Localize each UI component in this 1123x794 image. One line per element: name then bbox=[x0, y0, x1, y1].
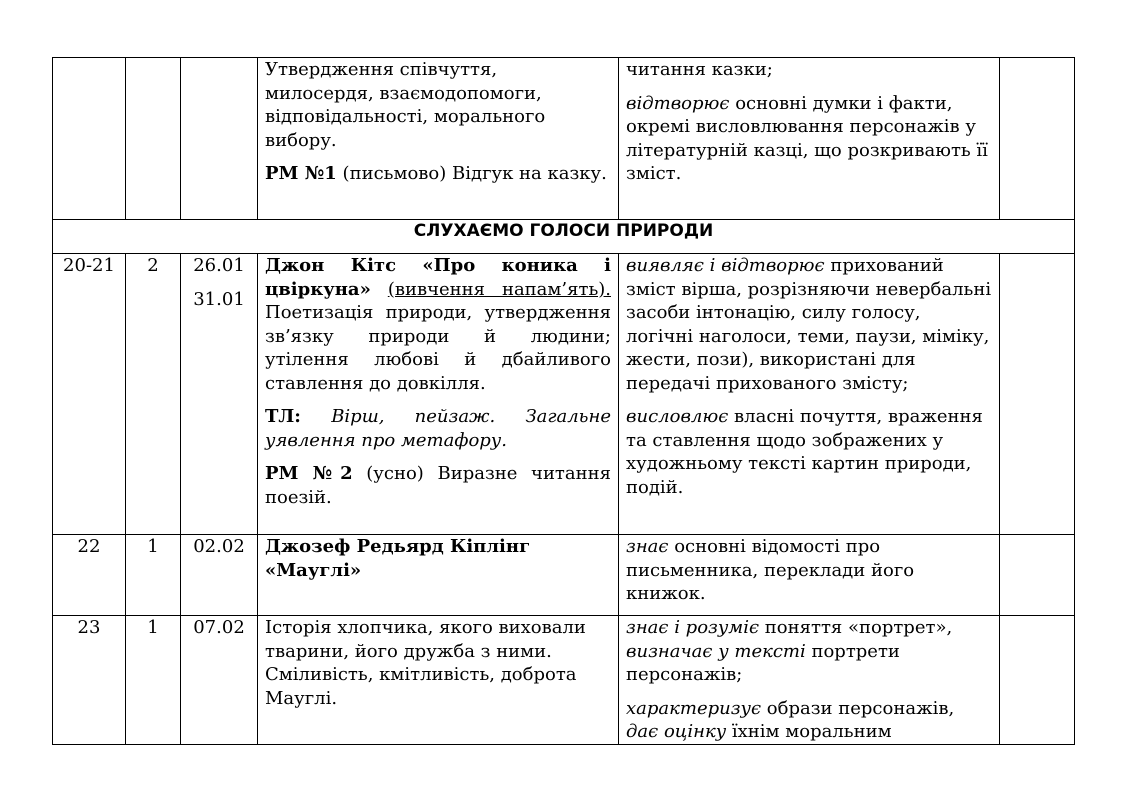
result-paragraph: відтворює основні думки і факти, окремі висловлювання персонажів у літературній казці, що розкривають її зміст. bbox=[626, 92, 988, 184]
notes-cell bbox=[1000, 58, 1075, 220]
notes-cell bbox=[1000, 616, 1075, 745]
hours-cell: 1 bbox=[126, 616, 181, 745]
hours-cell: 1 bbox=[126, 535, 181, 616]
content-paragraph: Історія хлопчика, якого виховали тварини, його дружба з ними. Сміливість, кмітливість, доброта Мауглі. bbox=[265, 617, 586, 709]
content-paragraph bbox=[265, 535, 611, 582]
result-paragraph: виявляє і відтворює прихований зміст вірша, розрізняючи невербальні засоби інтонацію, силу голосу, логічні наголоси, теми, паузи, міміку, жести, пози), використані для передачі прихованого змісту; bbox=[626, 255, 992, 394]
result-paragraph: висловлює власні почуття, враження та ставлення щодо зображених у художньому тексті картин природи, подій. bbox=[626, 406, 983, 498]
table-row bbox=[53, 58, 1075, 220]
content-paragraph: РМ №1 (письмово) Відгук на казку. bbox=[265, 163, 607, 184]
lesson-number-cell: 20-21 bbox=[53, 254, 126, 535]
lesson-number-cell bbox=[53, 58, 126, 220]
section-header-row bbox=[53, 220, 1075, 254]
result-paragraph: читання казки; bbox=[626, 59, 773, 80]
date-cell bbox=[181, 58, 258, 220]
work-title: Джозеф Редьярд Кіплінг «Мауглі» bbox=[265, 536, 531, 581]
results-cell bbox=[619, 58, 1000, 220]
table-row bbox=[53, 535, 1075, 616]
results-cell bbox=[619, 616, 1000, 745]
section-title: СЛУХАЄМО ГОЛОСИ ПРИРОДИ bbox=[53, 220, 1075, 254]
content-paragraph: ТЛ: Вірш, пейзаж. Загальне уявлення про метафору. bbox=[265, 406, 611, 451]
notes-cell bbox=[1000, 535, 1075, 616]
content-paragraph: РМ №2 (усно) Виразне читання поезій. bbox=[265, 463, 611, 508]
date-cell bbox=[181, 254, 258, 535]
date-value: 07.02 bbox=[193, 617, 245, 638]
literary-theory-label: ТЛ: bbox=[265, 406, 301, 427]
content-cell bbox=[258, 535, 619, 616]
date-cell bbox=[181, 535, 258, 616]
result-paragraph: характеризує образи персонажів, дає оцінку їхнім моральним bbox=[626, 697, 955, 742]
result-paragraph: знає і розуміє поняття «портрет», визначає у тексті портрети персонажів; bbox=[626, 617, 953, 685]
hours-cell bbox=[126, 58, 181, 220]
work-title: Джон Кітс «Про коника і цвіркуна» bbox=[265, 255, 611, 300]
content-cell bbox=[258, 58, 619, 220]
table-row bbox=[53, 616, 1075, 745]
result-paragraph: знає основні відомості про письменника, переклади його книжок. bbox=[626, 536, 915, 604]
memorize-note: (вивчення напам’ять). bbox=[387, 278, 611, 300]
lesson-number-cell: 23 bbox=[53, 616, 126, 745]
speech-development-label: РМ №2 bbox=[265, 463, 353, 484]
date-cell bbox=[181, 616, 258, 745]
lesson-plan-table bbox=[52, 57, 1075, 745]
content-paragraph: Джон Кітс «Про коника і цвіркуна» (вивчення напам’ять). Поетизація природи, утвердження зв’язку природи й людини; утілення любові й дбайливого ставлення до довкілля. bbox=[265, 255, 611, 394]
results-cell bbox=[619, 535, 1000, 616]
content-cell bbox=[258, 254, 619, 535]
lesson-number-cell: 22 bbox=[53, 535, 126, 616]
content-cell bbox=[258, 616, 619, 745]
content-paragraph: Утвердження співчуття, милосердя, взаємодопомоги, відповідальності, морального вибору. bbox=[265, 59, 546, 151]
date-value: 31.01 bbox=[193, 288, 245, 310]
date-value: 02.02 bbox=[193, 536, 245, 557]
date-value: 26.01 bbox=[193, 255, 245, 276]
results-cell bbox=[619, 254, 1000, 535]
hours-cell: 2 bbox=[126, 254, 181, 535]
speech-development-label: РМ №1 bbox=[265, 163, 337, 184]
table-row bbox=[53, 254, 1075, 535]
notes-cell bbox=[1000, 254, 1075, 535]
